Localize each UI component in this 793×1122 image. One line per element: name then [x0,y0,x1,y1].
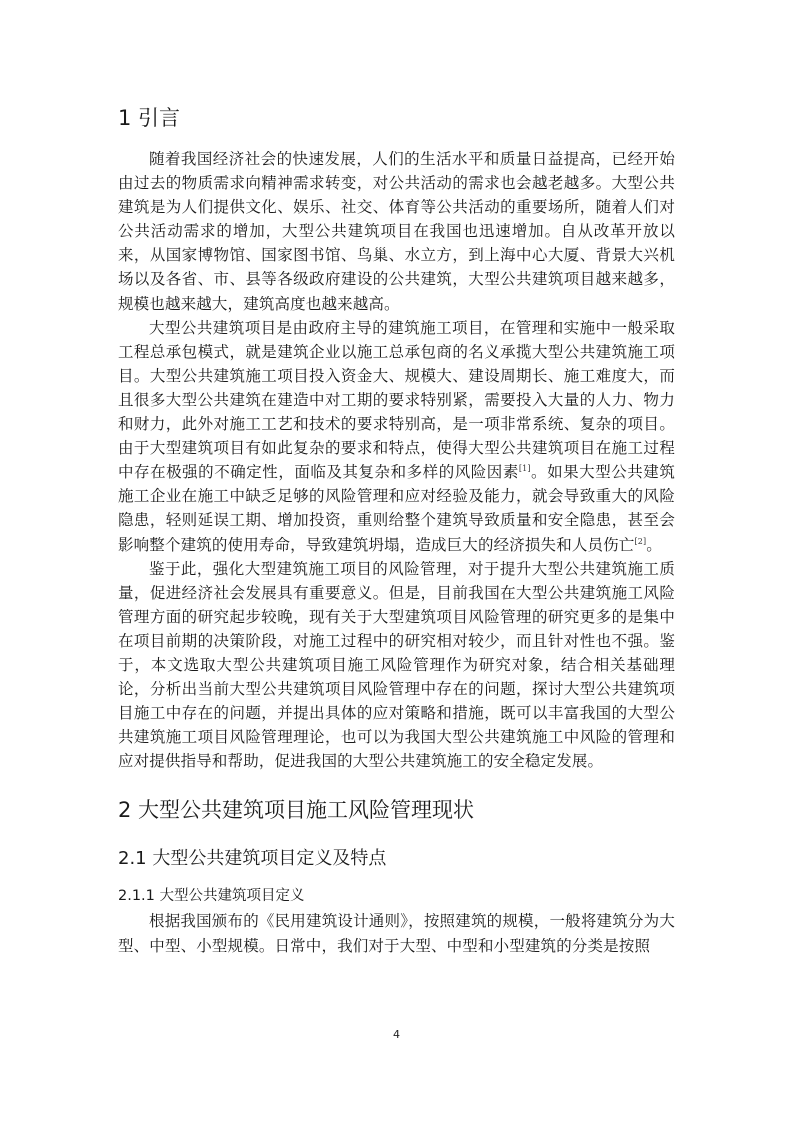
section-heading-introduction: 1 引言 [118,106,181,130]
citation-2: [2] [634,536,647,546]
paragraph-1: 随着我国经济社会的快速发展，人们的生活水平和质量日益提高，已经开始由过去的物质需求向精神需求转变，对公共活动的需求也会越老越多。大型公共建筑是为人们提供文化、娱乐、社交、体育等公共活动的重要场所，随着人们对公共活动需求的增加，大型公共建筑项目在我国也迅速增加。自从改革开放以来，从国家博物馆、国家图书馆、鸟巢、水立方，到上海中心大厦、背景大兴机场以及各省、市、县等各级政府建设的公共建筑，大型公共建筑项目越来越多，规模也越来越大，建筑高度也越来越高。 [118,150,675,313]
paragraph-2 [118,316,675,557]
paragraph-4: 根据我国颁布的《民用建筑设计通则》，按照建筑的规模，一般将建筑分为大型、中型、小型规模。日常中，我们对于大型、中型和小型建筑的分类是按照 [118,912,675,955]
paragraph-3: 鉴于此，强化大型建筑施工项目的风险管理，对于提升大型公共建筑施工质量，促进经济社会发展具有重要意义。但是，目前我国在大型公共建筑施工风险管理方面的研究起步较晚，现有关于大型建筑项目风险管理的研究更多的是集中在项目前期的决策阶段，对施工过程中的研究相对较少，而且针对性也不强。鉴于，本文选取大型公共建筑项目施工风险管理作为研究对象，结合相关基础理论，分析出当前大型公共建筑项目风险管理中存在的问题，探讨大型公共建筑项目施工中存在的问题，并提出具体的应对策略和措施，既可以丰富我国的大型公共建筑施工项目风险管理理论，也可以为我国大型公共建筑施工中风险的管理和应对提供指导和帮助，促进我国的大型公共建筑施工的安全稳定发展。 [118,559,675,771]
subsection-heading-2-1: 2.1 大型公共建筑项目定义及特点 [118,848,387,870]
page-number: 4 [393,1028,400,1041]
section-heading-2: 2 大型公共建筑项目施工风险管理现状 [118,798,475,823]
page-content [118,100,675,958]
paragraph-2-text-c: 。 [646,535,662,554]
citation-1: [1] [518,464,531,474]
paragraph-2-text-b: 。如果大型公共建筑施工企业在施工中缺乏足够的风险管理和应对经验及能力，就会导致重大的风险隐患，轻则延误工期、增加投资，重则给整个建筑导致质量和安全隐患，甚至会影响整个建筑的使用寿命，导致建筑坍塌，造成巨大的经济损失和人员伤亡 [118,463,675,554]
subsubsection-heading-2-1-1: 2.1.1 大型公共建筑项目定义 [118,888,305,905]
paragraph-2-text-a: 大型公共建筑项目是由政府主导的建筑施工项目，在管理和实施中一般采取工程总承包模式，就是建筑企业以施工总承包商的名义承揽大型公共建筑施工项目。大型公共建筑施工项目投入资金大、规模大、建设周期长、施工难度大，而且很多大型公共建筑在建造中对工期的要求特别紧，需要投入大量的人力、物力和财力，此外对施工工艺和技术的要求特别高，是一项非常系统、复杂的项目。由于大型建筑项目有如此复杂的要求和特点，使得大型公共建筑项目在施工过程中存在极强的不确定性，面临及其复杂和多样的风险因素 [118,318,675,482]
